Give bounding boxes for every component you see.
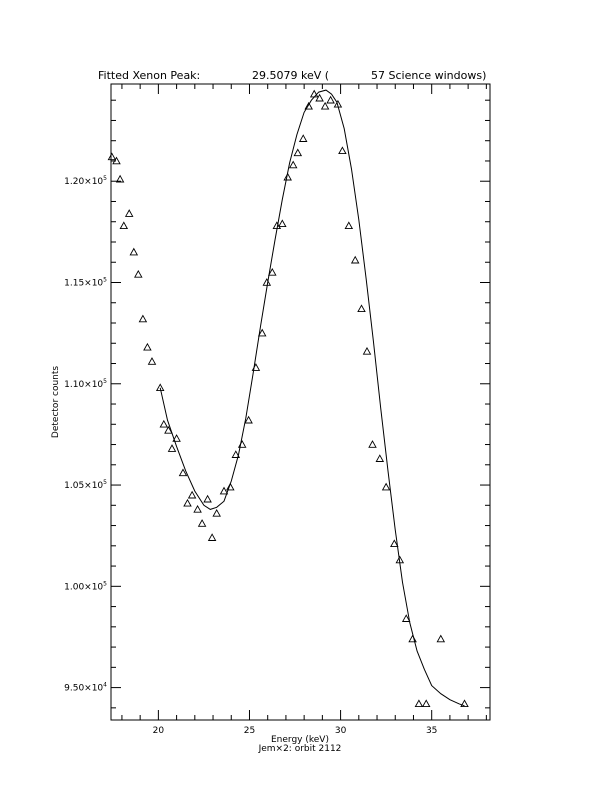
data-point-triangle — [364, 348, 371, 354]
data-point-triangle — [135, 271, 142, 277]
x-tick-label: 25 — [243, 726, 256, 736]
data-point-triangle — [126, 210, 133, 216]
data-point-triangle — [199, 520, 206, 526]
data-point-triangle — [209, 534, 216, 540]
data-point-triangle — [300, 135, 307, 141]
data-point-triangle — [352, 257, 359, 263]
y-tick-labels — [64, 175, 107, 693]
data-point-triangle — [327, 97, 334, 103]
data-point-triangle — [294, 149, 301, 155]
x-tick-label: 35 — [425, 726, 438, 736]
data-point-triangle — [160, 421, 167, 427]
data-point-triangle — [345, 222, 352, 228]
chart-title-value: 29.5079 keV ( — [252, 69, 330, 82]
data-point-triangle — [189, 492, 196, 498]
x-tick-label: 20 — [152, 726, 165, 736]
data-point-triangle — [108, 153, 115, 159]
data-point-triangle — [149, 358, 156, 364]
y-axis-label: Detector counts — [51, 365, 61, 439]
data-point-triangle — [369, 441, 376, 447]
chart-subtitle: Jem×2: orbit 2112 — [258, 744, 342, 754]
data-point-triangle — [169, 445, 176, 451]
axis-ticks — [111, 84, 490, 720]
data-point-triangle — [409, 636, 416, 642]
chart-title-left: Fitted Xenon Peak: — [98, 69, 201, 82]
data-point-triangle — [383, 484, 390, 490]
data-point-triangle — [290, 162, 297, 168]
data-point-triangle — [130, 249, 137, 255]
data-point-triangle — [144, 344, 151, 350]
y-tick-label: $1.15\times 10^5$ — [64, 276, 107, 289]
data-point-triangle — [358, 305, 365, 311]
plot-frame — [111, 84, 490, 720]
y-tick-label: $1.00\times 10^5$ — [64, 580, 107, 593]
data-point-triangle — [376, 455, 383, 461]
data-point-triangle — [139, 316, 146, 322]
y-tick-label: $1.10\times 10^5$ — [64, 377, 107, 390]
data-point-triangle — [263, 279, 270, 285]
y-tick-label: $1.05\times 10^5$ — [64, 479, 107, 492]
data-point-triangle — [184, 500, 191, 506]
data-point-triangle — [194, 506, 201, 512]
data-point-triangle — [279, 220, 286, 226]
data-point-triangle — [213, 510, 220, 516]
data-point-triangle — [423, 700, 430, 706]
data-point-triangle — [204, 496, 211, 502]
fit-curve-layer — [160, 90, 464, 706]
chart-title-right: 57 Science windows) — [371, 69, 487, 82]
y-tick-label: $1.20\times 10^5$ — [64, 175, 107, 188]
data-point-triangle — [322, 103, 329, 109]
x-axis-label: Energy (keV) — [271, 735, 329, 745]
data-point-triangle — [437, 636, 444, 642]
y-tick-label: $9.50\times 10^4$ — [64, 681, 107, 694]
data-point-triangle — [339, 147, 346, 153]
x-tick-label: 30 — [334, 726, 347, 736]
data-point-triangle — [120, 222, 127, 228]
data-point-triangle — [415, 700, 422, 706]
fit-curve — [160, 90, 464, 706]
